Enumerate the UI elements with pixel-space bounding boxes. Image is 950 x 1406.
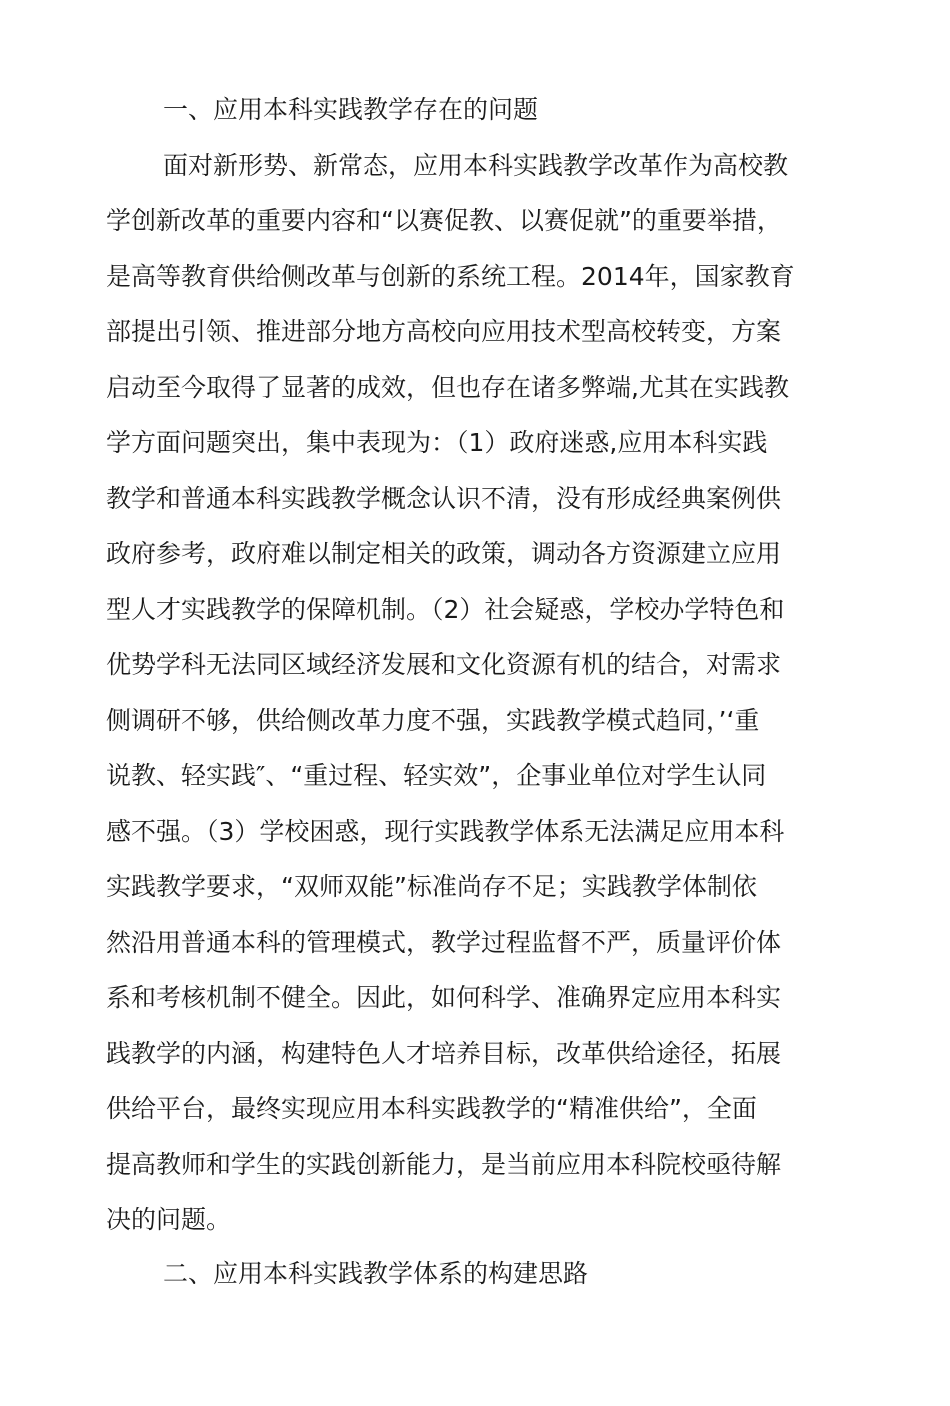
paragraph-line [0,1137,950,1193]
paragraph-line [0,804,950,860]
paragraph-text: 型人才实践教学的保障机制。（2）社会疑惑，学校办学特色和 [106,595,785,624]
paragraph-text: 优势学科无法同区域经济发展和文化资源有机的结合，对需求 [106,650,782,679]
paragraph-text: 然沿用普通本科的管理模式，教学过程监督不严，质量评价体 [106,928,782,957]
section-heading-2 [0,1246,950,1302]
paragraph-line [0,360,950,416]
paragraph-text: 政府参考，政府难以制定相关的政策，调动各方资源建立应用 [106,539,782,568]
paragraph-line [0,970,950,1026]
paragraph-line [0,193,950,249]
paragraph-line [0,582,950,638]
paragraph-text: 学方面问题突出，集中表现为：（1）政府迷惑,应用本科实践 [106,428,768,457]
paragraph-line [0,526,950,582]
paragraph-line [0,471,950,527]
paragraph-text: 学创新改革的重要内容和“以赛促教、以赛促就”的重要举措， [106,206,782,235]
paragraph-text: 教学和普通本科实践教学概念认识不清，没有形成经典案例供 [106,484,782,513]
paragraph-line [0,693,950,749]
paragraph-line [0,1081,950,1137]
paragraph-line [0,304,950,360]
paragraph-line [0,138,950,194]
paragraph-text: 启动至今取得了显著的成效，但也存在诸多弊端,尤其在实践教 [106,373,789,402]
paragraph-text: 感不强。（3）学校困惑，现行实践教学体系无法满足应用本科 [106,817,785,846]
paragraph-text: 面对新形势、新常态，应用本科实践教学改革作为高校教 [163,151,789,180]
paragraph-text: 说教、轻实践″、“重过程、轻实效”，企事业单位对学生认同 [106,761,767,790]
paragraph-text: 部提出引领、推进部分地方高校向应用技术型高校转变，方案 [106,317,782,346]
paragraph-text: 系和考核机制不健全。因此，如何科学、准确界定应用本科实 [106,983,782,1012]
paragraph-text: 提高教师和学生的实践创新能力，是当前应用本科院校亟待解 [106,1150,782,1179]
heading-text: 二、应用本科实践教学体系的构建思路 [163,1259,589,1288]
paragraph-text: 是高等教育供给侧改革与创新的系统工程。2014年，国家教育 [106,262,795,291]
paragraph-line [0,637,950,693]
paragraph-line [0,915,950,971]
paragraph-line [0,859,950,915]
heading-text: 一、应用本科实践教学存在的问题 [163,95,539,124]
paragraph-line [0,1192,950,1248]
paragraph-text: 侧调研不够，供给侧改革力度不强，实践教学模式趋同，’‘重 [106,706,760,735]
paragraph-text: 践教学的内涵，构建特色人才培养目标，改革供给途径，拓展 [106,1039,782,1068]
paragraph-text: 决的问题。 [106,1205,232,1234]
section-heading-1 [0,82,950,138]
paragraph-line [0,415,950,471]
paragraph-text: 实践教学要求，“双师双能”标准尚存不足；实践教学体制依 [106,872,757,901]
paragraph-line [0,1026,950,1082]
paragraph-text: 供给平台，最终实现应用本科实践教学的“精准供给”，全面 [106,1094,757,1123]
paragraph-line [0,748,950,804]
paragraph-line [0,249,950,305]
